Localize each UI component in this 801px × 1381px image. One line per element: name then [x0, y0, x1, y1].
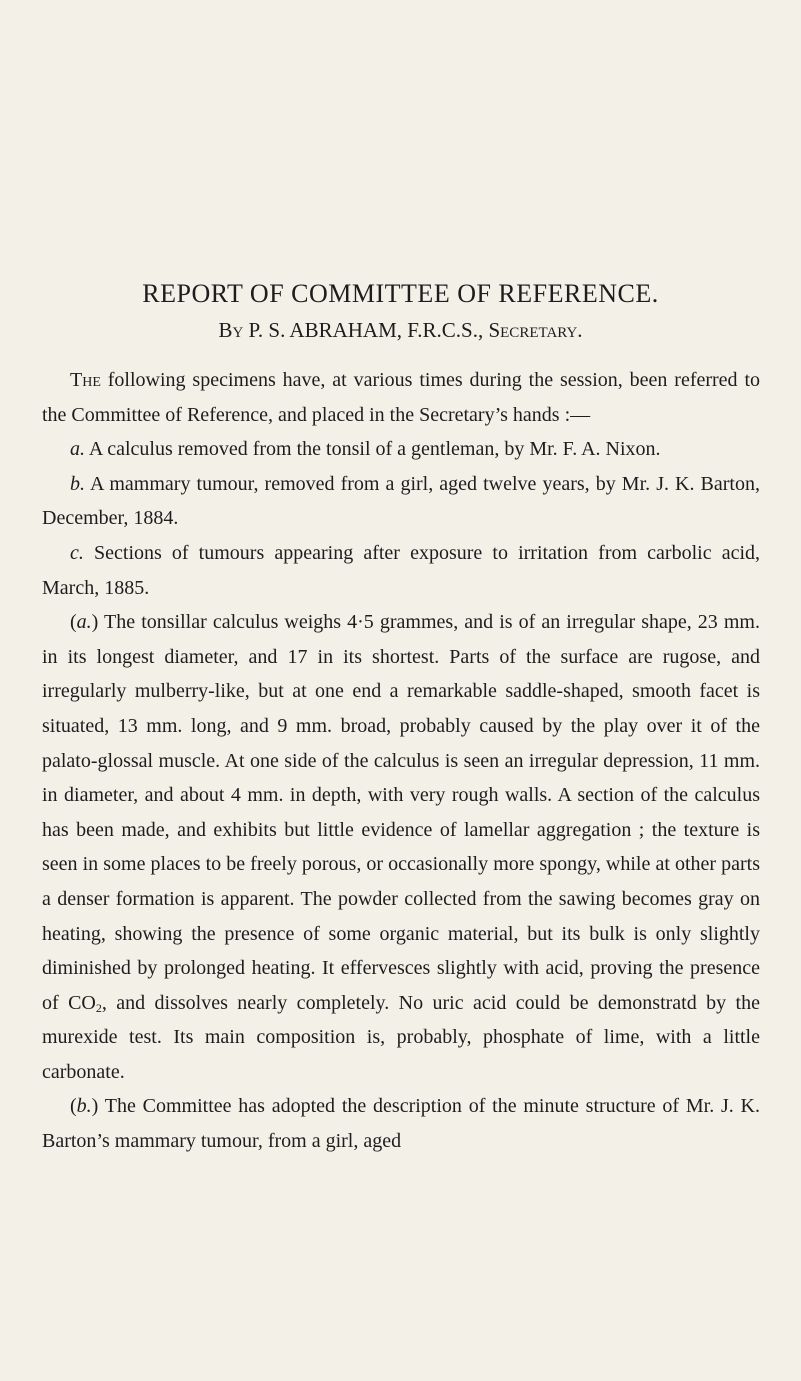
intro-text: following specimens have, at various times during the session, been referred to the Committee of Reference, and placed in the Secretary’s hands :— — [42, 369, 760, 426]
list-text: A mammary tumour, removed from a girl, aged twelve years, by Mr. J. K. Barton, December, 1884. — [42, 472, 760, 530]
byline-author: P. S. ABRAHAM, F.R.C.S., — [248, 318, 484, 342]
list-letter: a. — [70, 438, 85, 461]
byline — [0, 318, 801, 343]
paragraph-a: (a.) The tonsillar calculus weighs 4·5 grammes, and is of an irregular shape, 23 mm. in its longest diameter, and 17 in its shortest. Parts of the surface are rugose, and irregularly mulberry-like, but at one end a remarkable saddle-shaped, smooth facet is situated, 13 mm. long, and 9 mm. broad, probably caused by the play over it of the palato-glossal muscle. At one side of the calculus is seen an irregular depression, 11 mm. in diameter, and about 4 mm. in depth, with very rough walls. A section of the calculus has been made, and exhibits but little evidence of lamellar aggregation ; the texture is seen in some places to be freely porous, or occasionally more spongy, while at other parts a denser formation is apparent. The powder collected from the sawing becomes gray on heating, showing the presence of some organic material, but its bulk is only slightly diminished by prolonged heating. It effervesces slightly with acid, proving the presence of $CO_2$, and dissolves nearly completely. No uric acid could be demonstratd by the murexide test. Its main composition is, probably, phosphate of lime, with a little carbonate. — [42, 611, 760, 1083]
paragraph-a-text: The tonsillar calculus weighs 4·5 grammes, and is of an irregular shape, 23 mm. in its longest diameter, and 17 in its shortest. Parts of the surface are rugose, and irregularly mulberry-like, but at one end a remarkable saddle-shaped, smooth facet is situated, 13 mm. long, and 9 mm. broad, probably caused by the play over it of the palato-glossal muscle. At one side of the calculus is seen an irregular depression, 11 mm. in diameter, and about 4 mm. in depth, with very rough walls. A section of the calculus has been made, and exhibits but little evidence of lamellar aggregation ; the texture is seen in some places to be freely porous, or occasionally more spongy, while at other parts a denser formation is apparent. The powder collected from the sawing becomes gray on heating, showing the presence of some organic material, but its bulk is only slightly diminished by prolonged heating. It effervesces slightly with acid, proving the presence of CO — [42, 611, 760, 1014]
list-letter: b. — [70, 472, 85, 495]
co2-subscript: 2 — [95, 1000, 102, 1015]
paragraph-b-label: b. — [76, 1095, 92, 1118]
list-item — [42, 432, 760, 467]
paragraph-a-label: a. — [76, 611, 92, 634]
list-text: Sections of tumours appearing after exposure to irritation from carbolic acid, March, 1885. — [42, 541, 760, 599]
report-title: REPORT OF COMMITTEE OF REFERENCE. — [142, 279, 659, 309]
paragraph-b-text: The Committee has adopted the description of the minute structure of Mr. J. K. Barton’s mammary tumour, from a girl, aged — [42, 1095, 760, 1153]
intro-paragraph — [42, 363, 760, 432]
list-text: A calculus removed from the tonsil of a gentleman, by Mr. F. A. Nixon. — [85, 438, 661, 461]
list-letter: c. — [70, 541, 84, 564]
byline-prefix: By — [218, 318, 244, 342]
body-text — [42, 363, 760, 1159]
list-item — [42, 536, 760, 605]
paragraph-b: (b.) The Committee has adopted the description of the minute structure of Mr. J. K. Barton’s mammary tumour, from a girl, aged — [42, 1095, 760, 1153]
byline-role: Secretary. — [488, 318, 583, 342]
paragraph-a-text-cont: , and dissolves nearly completely. No uric acid could be demonstratd by the murexide test. Its main composition is, probably, phosphate of lime, with a little carbonate. — [42, 991, 760, 1083]
list-item — [42, 467, 760, 536]
intro-lead: The — [70, 369, 101, 391]
